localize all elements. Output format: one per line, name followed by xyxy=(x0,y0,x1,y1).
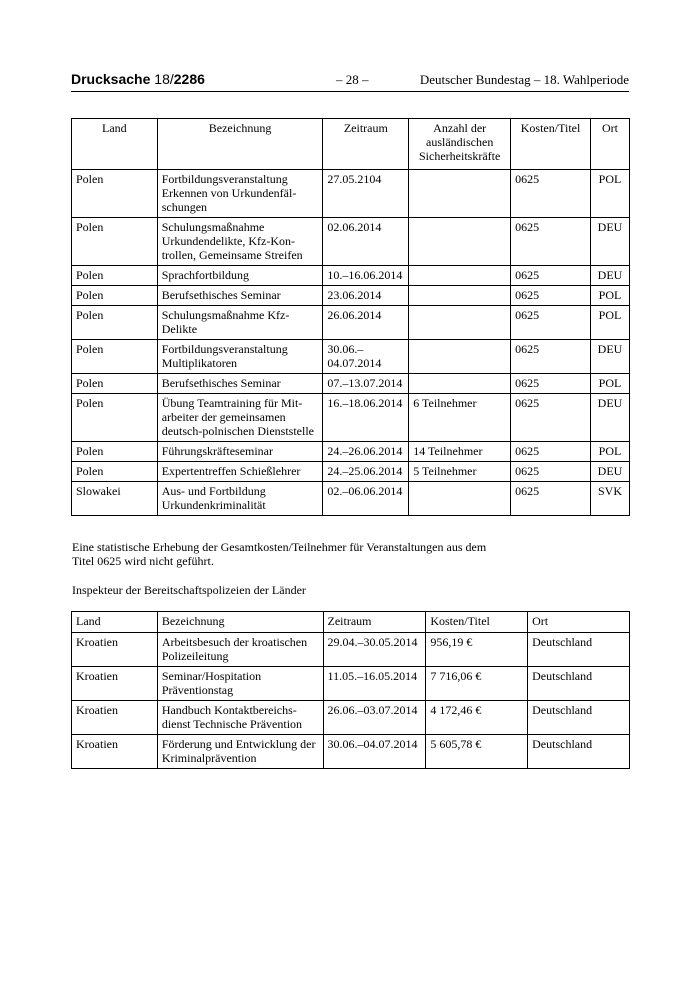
doc-number: 2286 xyxy=(173,71,205,87)
cell-anzahl xyxy=(409,218,511,266)
cell-ort: DEU xyxy=(591,394,630,442)
table-row xyxy=(72,340,630,374)
cell-kosten: 0625 xyxy=(511,286,591,306)
page-header xyxy=(71,71,629,92)
table1-header-zeitraum: Zeitraum xyxy=(323,119,409,170)
cell-zeitraum: 02.06.2014 xyxy=(323,218,409,266)
cell-land: Polen xyxy=(72,374,158,394)
cell-land: Kroatien xyxy=(72,735,158,769)
cell-ort: DEU xyxy=(591,218,630,266)
table-row xyxy=(72,701,630,735)
cell-kosten: 0625 xyxy=(511,340,591,374)
doc-label: Drucksache xyxy=(71,71,151,87)
cell-kosten: 0625 xyxy=(511,462,591,482)
cell-anzahl xyxy=(409,374,511,394)
cell-land: Slowakei xyxy=(72,482,158,516)
cell-kosten: 0625 xyxy=(511,482,591,516)
table-row xyxy=(72,735,630,769)
cell-zeitraum: 30.06.– 04.07.2014 xyxy=(323,340,409,374)
cell-ort: POL xyxy=(591,442,630,462)
cell-ort: POL xyxy=(591,374,630,394)
table-1-body xyxy=(72,170,630,516)
cell-bezeichnung: Führungskräfteseminar xyxy=(157,442,323,462)
cell-bezeichnung: Arbeitsbesuch der kroatischen Polizeileitung xyxy=(157,633,323,667)
cell-ort: Deutschland xyxy=(528,701,630,735)
cell-kosten: 4 172,46 € xyxy=(426,701,528,735)
cell-kosten: 5 605,78 € xyxy=(426,735,528,769)
cell-ort: POL xyxy=(591,286,630,306)
table1-header-bezeichnung: Bezeichnung xyxy=(157,119,323,170)
cell-anzahl xyxy=(409,340,511,374)
cell-zeitraum: 24.–25.06.2014 xyxy=(323,462,409,482)
cell-land: Kroatien xyxy=(72,667,158,701)
cell-ort: DEU xyxy=(591,266,630,286)
events-table-2 xyxy=(71,611,630,769)
cell-land: Polen xyxy=(72,218,158,266)
cell-land: Polen xyxy=(72,340,158,374)
events-table-1 xyxy=(71,118,630,516)
cell-ort: SVK xyxy=(591,482,630,516)
cell-bezeichnung: Seminar/Hospitation Präventionstag xyxy=(157,667,323,701)
cell-ort: Deutschland xyxy=(528,667,630,701)
cell-bezeichnung: Übung Teamtraining für Mit-arbeiter der gemeinsamen deutsch-polnischen Dienststelle xyxy=(157,394,323,442)
table2-header-ort: Ort xyxy=(528,612,630,633)
cell-bezeichnung: Förderung und Entwicklung der Kriminalprävention xyxy=(157,735,323,769)
cell-zeitraum: 10.–16.06.2014 xyxy=(323,266,409,286)
table2-header-land: Land xyxy=(72,612,158,633)
cell-bezeichnung: Schulungsmaßnahme Urkundendelikte, Kfz-Kon-trollen, Gemeinsame Streifen xyxy=(157,218,323,266)
cell-anzahl xyxy=(409,266,511,286)
table-2-body xyxy=(72,633,630,769)
table-row xyxy=(72,462,630,482)
table-row xyxy=(72,170,630,218)
cell-bezeichnung: Sprachfortbildung xyxy=(157,266,323,286)
table-2-header xyxy=(72,612,630,633)
cell-ort: DEU xyxy=(591,340,630,374)
doc-number-prefix: 18/ xyxy=(154,71,174,87)
cell-kosten: 0625 xyxy=(511,266,591,286)
table2-header-bezeichnung: Bezeichnung xyxy=(157,612,323,633)
statistics-note: Eine statistische Erhebung der Gesamtkosten/Teilnehmer für Veranstaltungen aus dem Titel 0625 wird nicht geführt. xyxy=(72,540,487,568)
table1-header-ort: Ort xyxy=(591,119,630,170)
cell-kosten: 0625 xyxy=(511,306,591,340)
cell-anzahl: 14 Teilnehmer xyxy=(409,442,511,462)
cell-zeitraum: 29.04.–30.05.2014 xyxy=(323,633,426,667)
table-row xyxy=(72,442,630,462)
cell-bezeichnung: Berufsethisches Seminar xyxy=(157,374,323,394)
table-row xyxy=(72,394,630,442)
cell-kosten: 0625 xyxy=(511,170,591,218)
cell-bezeichnung: Schulungsmaßnahme Kfz-Delikte xyxy=(157,306,323,340)
cell-bezeichnung: Fortbildungsveranstaltung Erkennen von Urkundenfäl-schungen xyxy=(157,170,323,218)
table-row xyxy=(72,306,630,340)
cell-kosten: 0625 xyxy=(511,218,591,266)
table-row xyxy=(72,286,630,306)
table-row xyxy=(72,667,630,701)
cell-anzahl xyxy=(409,482,511,516)
cell-land: Kroatien xyxy=(72,701,158,735)
cell-land: Polen xyxy=(72,442,158,462)
cell-kosten: 0625 xyxy=(511,374,591,394)
cell-zeitraum: 23.06.2014 xyxy=(323,286,409,306)
table2-header-zeitraum: Zeitraum xyxy=(323,612,426,633)
table-row xyxy=(72,482,630,516)
cell-ort: POL xyxy=(591,306,630,340)
cell-bezeichnung: Fortbildungsveranstaltung Multiplikatoren xyxy=(157,340,323,374)
cell-land: Polen xyxy=(72,170,158,218)
cell-land: Kroatien xyxy=(72,633,158,667)
table1-header-land: Land xyxy=(72,119,158,170)
document-number xyxy=(71,71,205,87)
cell-zeitraum: 26.06.2014 xyxy=(323,306,409,340)
cell-kosten: 0625 xyxy=(511,394,591,442)
table1-header-kosten: Kosten/Titel xyxy=(511,119,591,170)
cell-anzahl xyxy=(409,306,511,340)
section-heading: Inspekteur der Bereitschaftspolizeien der Länder xyxy=(72,583,306,597)
cell-ort: Deutschland xyxy=(528,735,630,769)
cell-zeitraum: 16.–18.06.2014 xyxy=(323,394,409,442)
cell-land: Polen xyxy=(72,286,158,306)
cell-zeitraum: 26.06.–03.07.2014 xyxy=(323,701,426,735)
cell-land: Polen xyxy=(72,394,158,442)
table2-header-kosten: Kosten/Titel xyxy=(426,612,528,633)
cell-bezeichnung: Expertentreffen Schießlehrer xyxy=(157,462,323,482)
cell-kosten: 0625 xyxy=(511,442,591,462)
cell-anzahl: 6 Teilnehmer xyxy=(409,394,511,442)
cell-ort: DEU xyxy=(591,462,630,482)
table1-header-anzahl: Anzahl der ausländischen Sicherheitskräfte xyxy=(409,119,511,170)
cell-anzahl xyxy=(409,170,511,218)
cell-bezeichnung: Aus- und Fortbildung Urkundenkriminalität xyxy=(157,482,323,516)
cell-zeitraum: 11.05.–16.05.2014 xyxy=(323,667,426,701)
header-publisher: Deutscher Bundestag – 18. Wahlperiode xyxy=(419,72,629,87)
table-row xyxy=(72,218,630,266)
table-1-header xyxy=(72,119,630,170)
cell-zeitraum: 27.05.2104 xyxy=(323,170,409,218)
cell-anzahl xyxy=(409,286,511,306)
cell-land: Polen xyxy=(72,462,158,482)
cell-zeitraum: 24.–26.06.2014 xyxy=(323,442,409,462)
table-row xyxy=(72,374,630,394)
cell-zeitraum: 30.06.–04.07.2014 xyxy=(323,735,426,769)
cell-kosten: 7 716,06 € xyxy=(426,667,528,701)
table-row xyxy=(72,266,630,286)
cell-bezeichnung: Berufsethisches Seminar xyxy=(157,286,323,306)
cell-land: Polen xyxy=(72,306,158,340)
table-row xyxy=(72,633,630,667)
cell-kosten: 956,19 € xyxy=(426,633,528,667)
cell-zeitraum: 07.–13.07.2014 xyxy=(323,374,409,394)
cell-ort: Deutschland xyxy=(528,633,630,667)
cell-land: Polen xyxy=(72,266,158,286)
cell-ort: POL xyxy=(591,170,630,218)
page-number: – 28 – xyxy=(336,72,369,87)
cell-anzahl: 5 Teilnehmer xyxy=(409,462,511,482)
cell-zeitraum: 02.–06.06.2014 xyxy=(323,482,409,516)
cell-bezeichnung: Handbuch Kontaktbereichs-dienst Technische Prävention xyxy=(157,701,323,735)
